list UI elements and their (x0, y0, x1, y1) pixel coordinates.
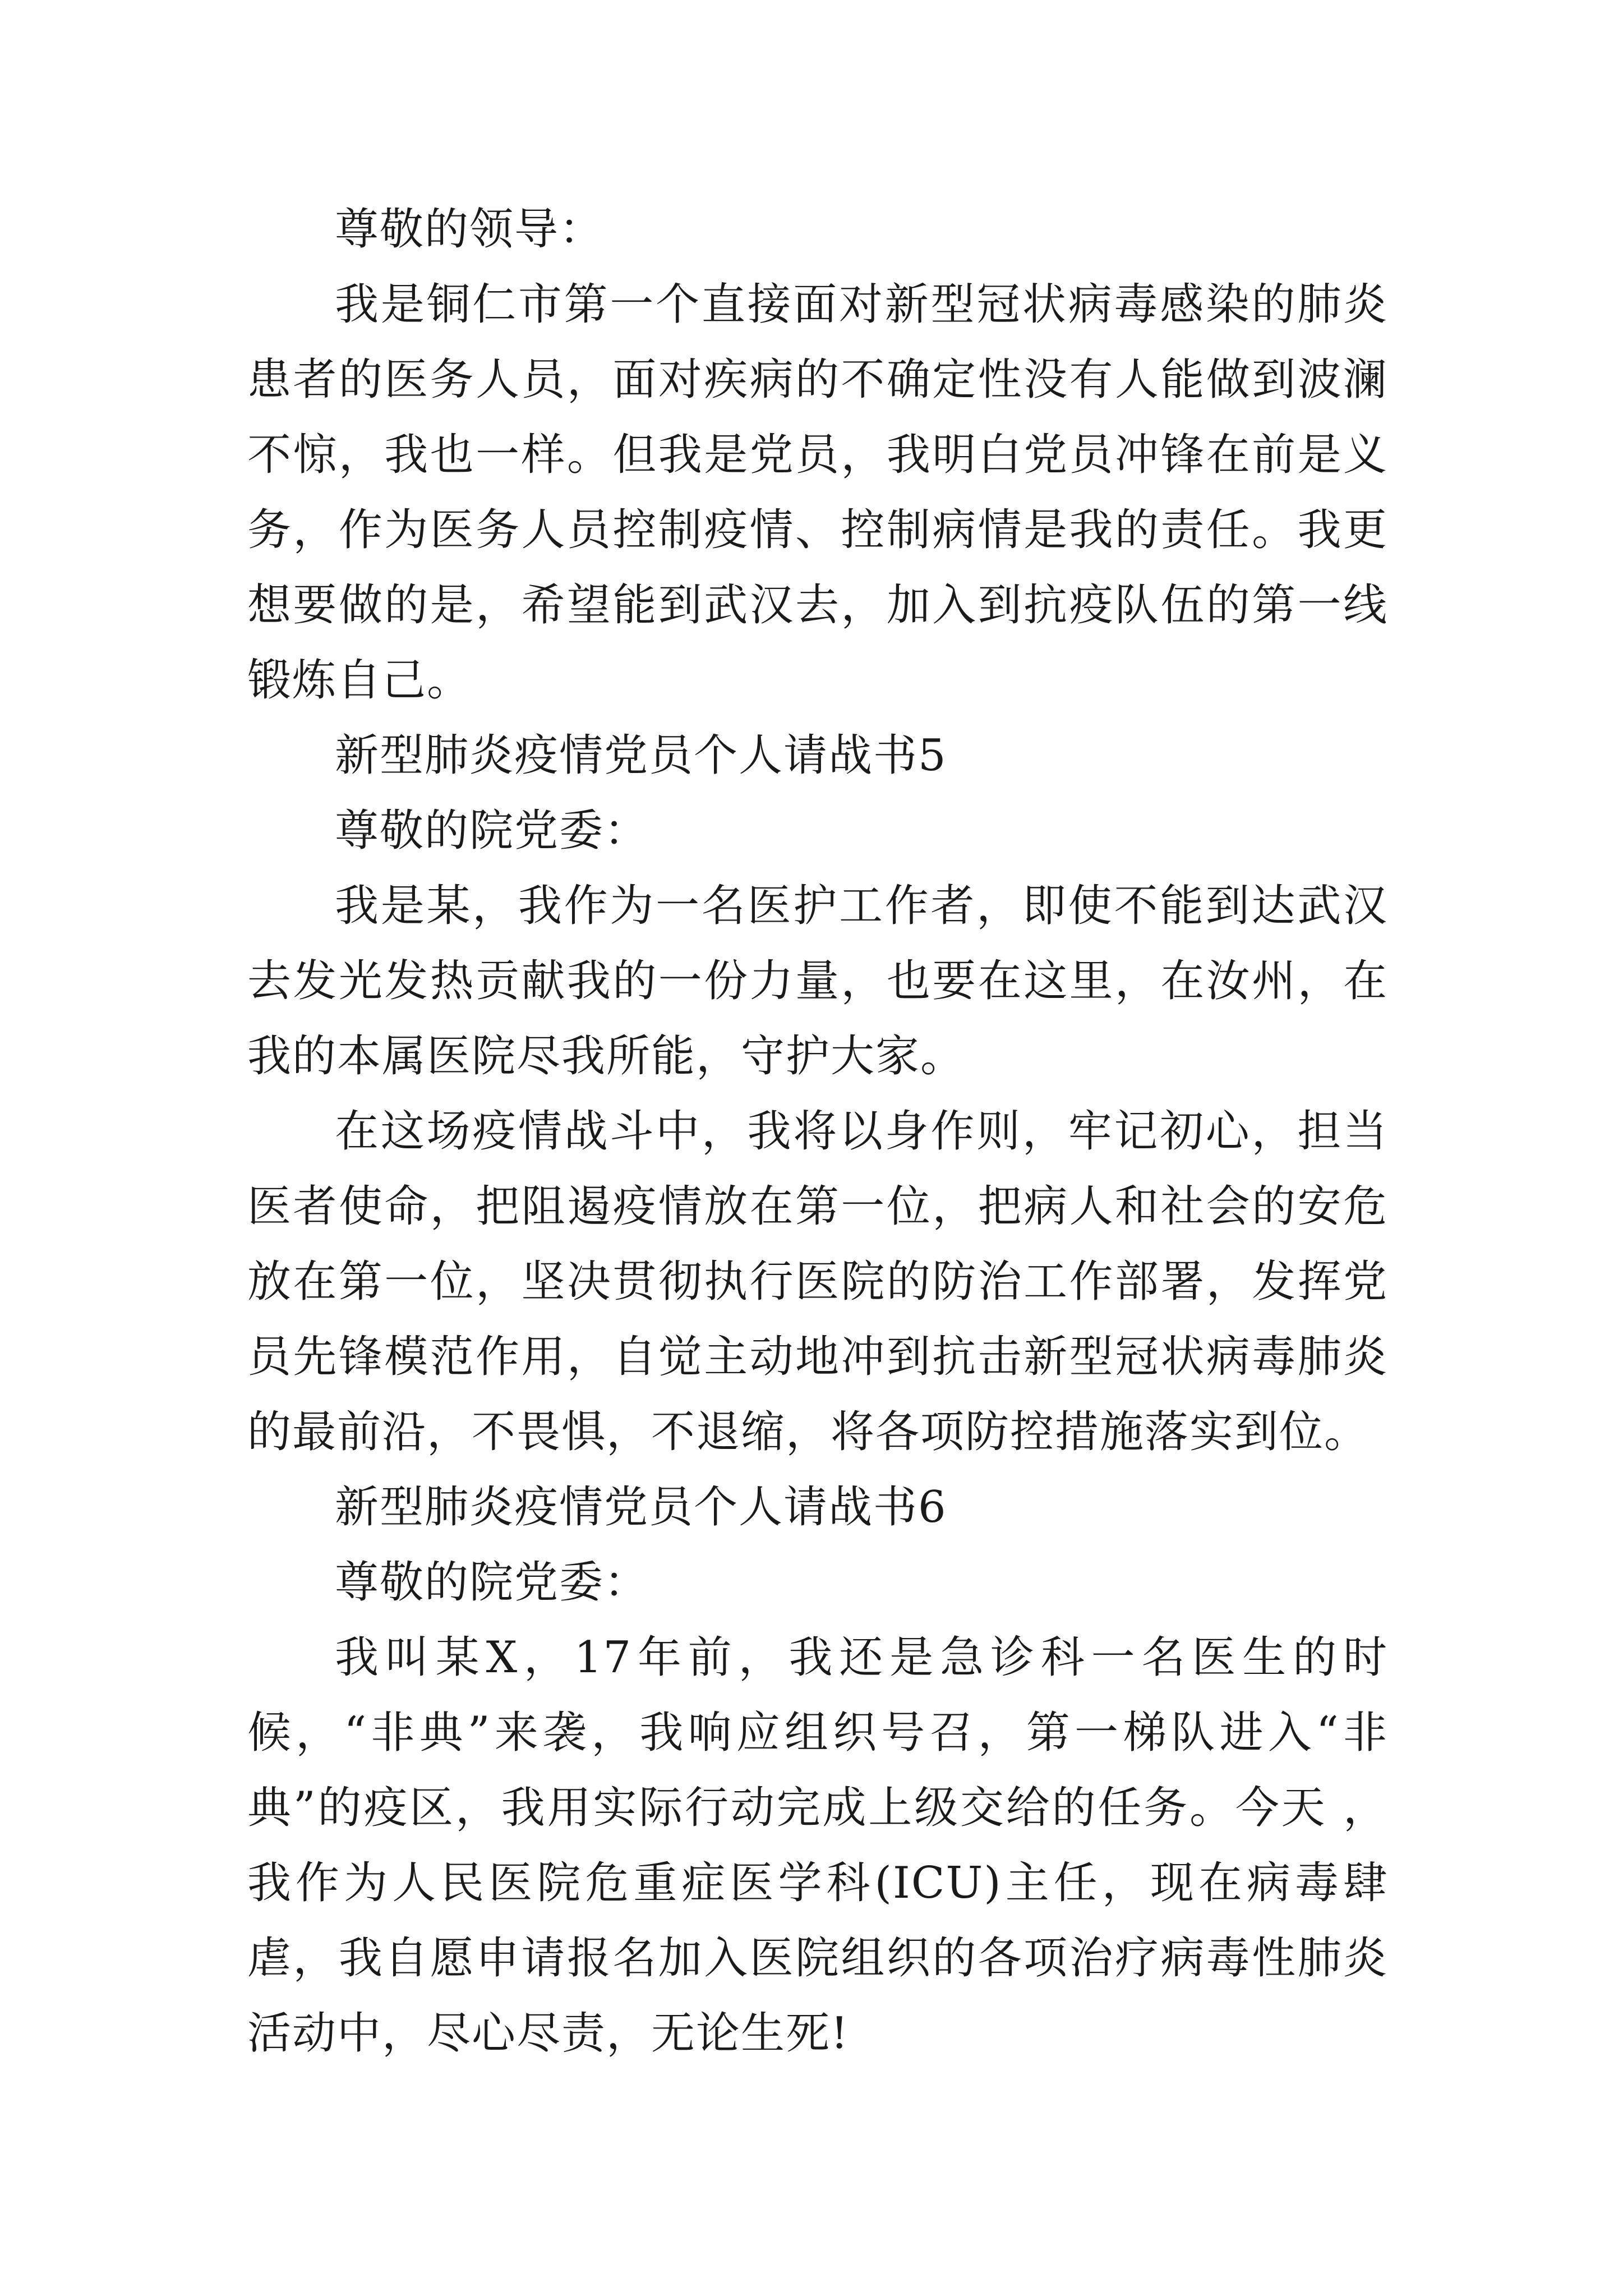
body-paragraph: 我是铜仁市第一个直接面对新型冠状病毒感染的肺炎患者的医务人员，面对疾病的不确定性没有人能做到波澜不惊，我也一样。但我是党员，我明白党员冲锋在前是义务，作为医务人员控制疫情、控制病情是我的责任。我更想要做的是，希望能到武汉去，加入到抗疫队伍的第一线锻炼自己。 (247, 279, 1388, 706)
section-heading: 新型肺炎疫情党员个人请战书6 (335, 1482, 947, 1533)
body-paragraph: 在这场疫情战斗中，我将以身作则，牢记初心，担当医者使命，把阻遏疫情放在第一位，把病人和社会的安危放在第一位，坚决贯彻执行医院的防治工作部署，发挥党员先锋模范作用，自觉主动地冲到抗击新型冠状病毒肺炎的最前沿，不畏惧，不退缩，将各项防控措施落实到位。 (247, 1106, 1388, 1457)
body-paragraph: 我是某，我作为一名医护工作者，即使不能到达武汉去发光发热贡献我的一份力量，也要在这里，在汝州，在我的本属医院尽我所能，守护大家。 (247, 881, 1388, 1082)
salutation: 尊敬的院党委： (335, 806, 649, 856)
section-heading: 新型肺炎疫情党员个人请战书5 (335, 730, 947, 781)
document-body (247, 192, 1388, 2071)
body-paragraph: 我叫某X，17年前，我还是急诊科一名医生的时候，“非典”来袭，我响应组织号召，第一梯队进入“非典”的疫区，我用实际行动完成上级交给的任务。今天 ，我作为人民医院危重症医学科(ICU)主任，现在病毒肆虐，我自愿申请报名加入医院组织的各项治疗病毒性肺炎活动中，尽心尽责，无论生死! (247, 1632, 1388, 2059)
salutation: 尊敬的院党委： (335, 1557, 649, 1608)
salutation: 尊敬的领导： (335, 204, 605, 255)
